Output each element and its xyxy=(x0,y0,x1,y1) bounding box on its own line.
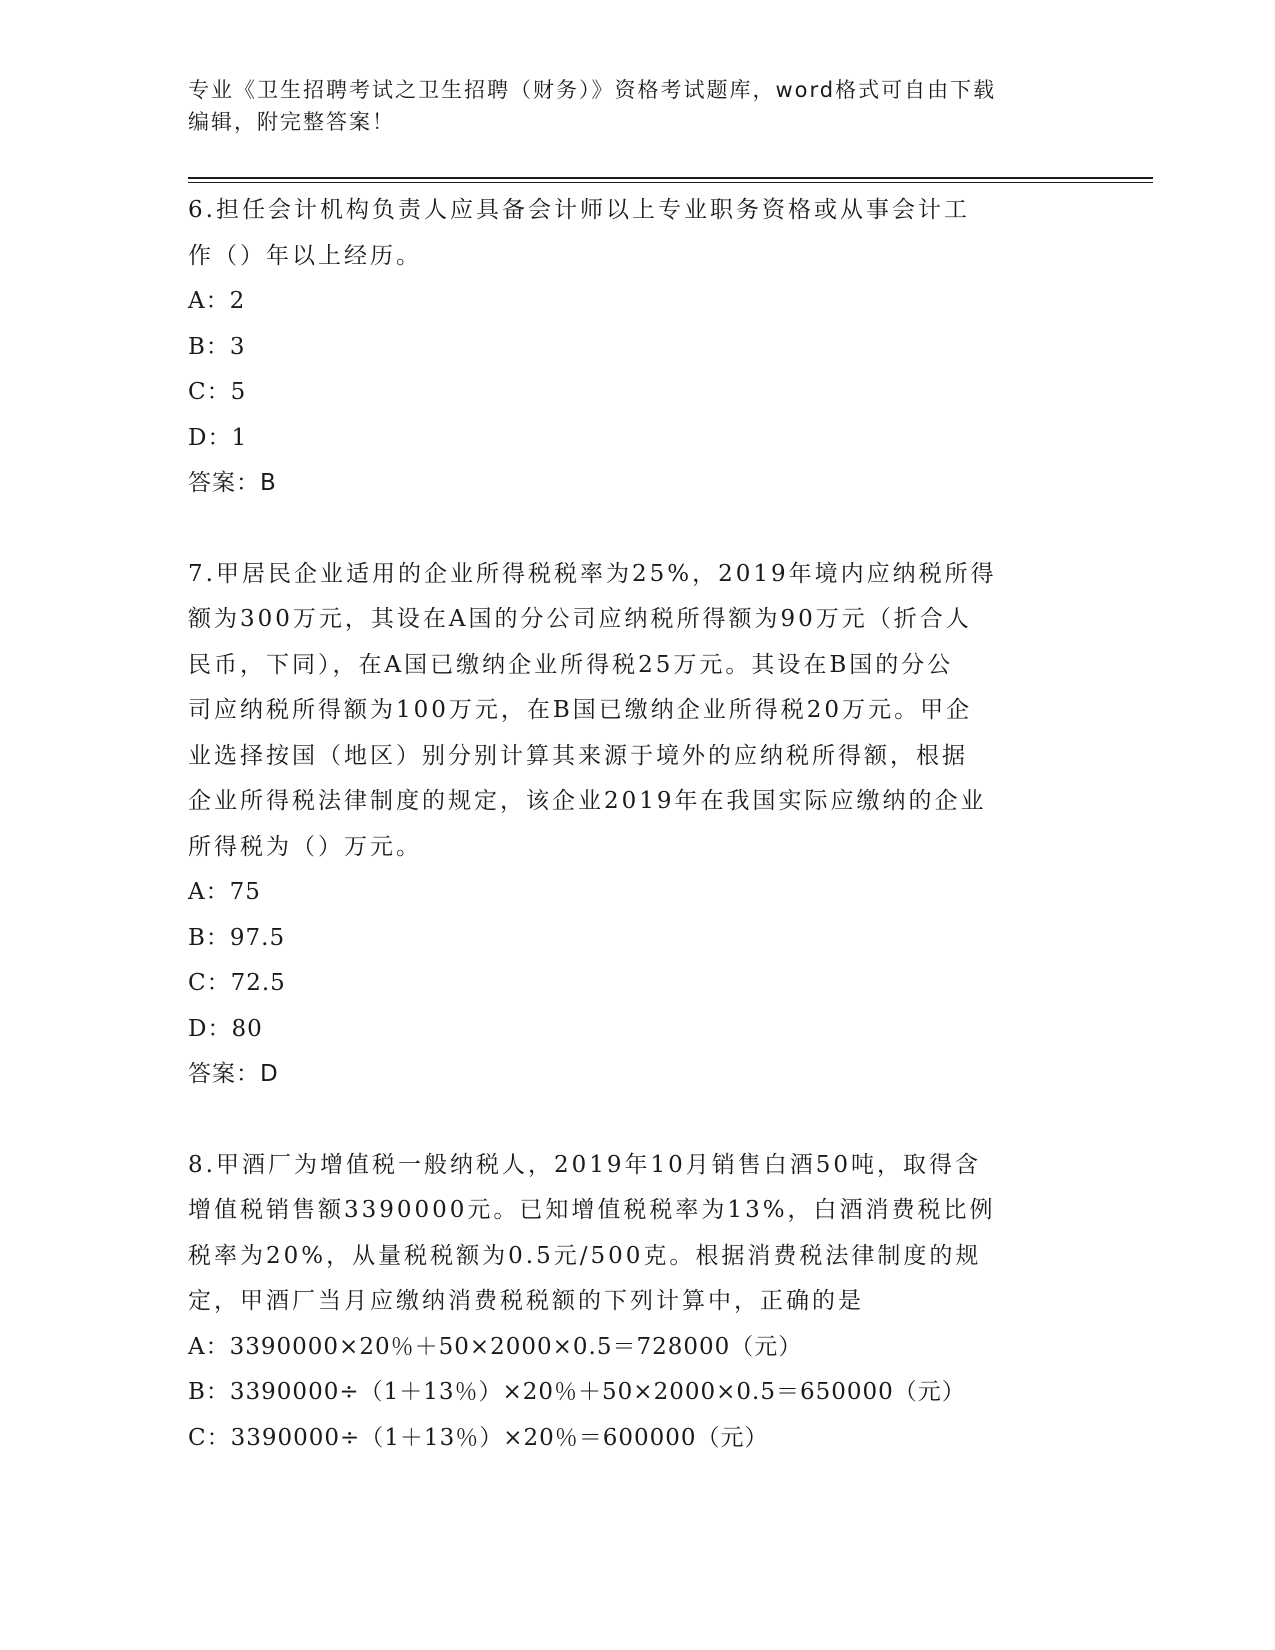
option-b: B：3 xyxy=(188,333,246,360)
answer: 答案：D xyxy=(188,1061,279,1087)
header-divider-thick xyxy=(188,177,1153,179)
question-6 xyxy=(188,188,1088,507)
question-stem-line: 所得税为（）万元。 xyxy=(188,833,422,860)
question-stem-line: 增值税销售额3390000元。已知增值税税率为13%，白酒消费税比例 xyxy=(188,1197,996,1223)
question-7 xyxy=(188,552,1088,1098)
spacer xyxy=(188,507,1088,552)
option-d: D：80 xyxy=(188,1015,263,1042)
option-b: B：97.5 xyxy=(188,924,286,951)
option-c: C：3390000÷（1＋13％）×20％＝600000（元） xyxy=(188,1424,769,1451)
option-a: A：2 xyxy=(188,288,246,314)
document-header xyxy=(188,74,1068,138)
question-stem-line: 8.甲酒厂为增值税一般纳税人，2019年10月销售白酒50吨，取得含 xyxy=(188,1151,982,1178)
option-d: D：1 xyxy=(188,424,248,451)
question-stem-line: 6.担任会计机构负责人应具备会计师以上专业职务资格或从事会计工 xyxy=(188,197,970,223)
answer: 答案：B xyxy=(188,470,277,496)
question-stem-line: 7.甲居民企业适用的企业所得税税率为25%，2019年境内应纳税所得 xyxy=(188,560,997,587)
question-stem-line: 定，甲酒厂当月应缴纳消费税税额的下列计算中，正确的是 xyxy=(188,1288,864,1314)
question-stem-line: 税率为20%，从量税税额为0.5元/500克。根据消费税法律制度的规 xyxy=(188,1242,982,1269)
option-a: A：3390000×20％＋50×2000×0.5＝728000（元） xyxy=(188,1333,803,1360)
spacer xyxy=(188,1098,1088,1143)
header-line-1: 专业《卫生招聘考试之卫生招聘（财务）》资格考试题库，word格式可自由下载 xyxy=(188,78,997,102)
option-b: B：3390000÷（1＋13％）×20％＋50×2000×0.5＝650000（元） xyxy=(188,1379,966,1405)
question-stem-line: 企业所得税法律制度的规定，该企业2019年在我国实际应缴纳的企业 xyxy=(188,788,987,814)
option-c: C：5 xyxy=(188,379,247,405)
option-c: C：72.5 xyxy=(188,970,286,996)
header-line-2: 编辑，附完整答案！ xyxy=(188,110,395,134)
question-stem-line: 司应纳税所得额为100万元，在B国已缴纳企业所得税20万元。甲企 xyxy=(188,697,973,723)
question-list xyxy=(188,188,1088,1461)
question-stem-line: 作（）年以上经历。 xyxy=(188,242,422,269)
question-8 xyxy=(188,1143,1088,1462)
question-stem-line: 业选择按国（地区）别分别计算其来源于境外的应纳税所得额，根据 xyxy=(188,742,968,769)
question-stem-line: 民币，下同），在A国已缴纳企业所得税25万元。其设在B国的分公 xyxy=(188,651,954,678)
question-stem-line: 额为300万元，其设在A国的分公司应纳税所得额为90万元（折合人 xyxy=(188,606,972,632)
option-a: A：75 xyxy=(188,879,261,905)
header-divider-thin xyxy=(188,182,1153,183)
